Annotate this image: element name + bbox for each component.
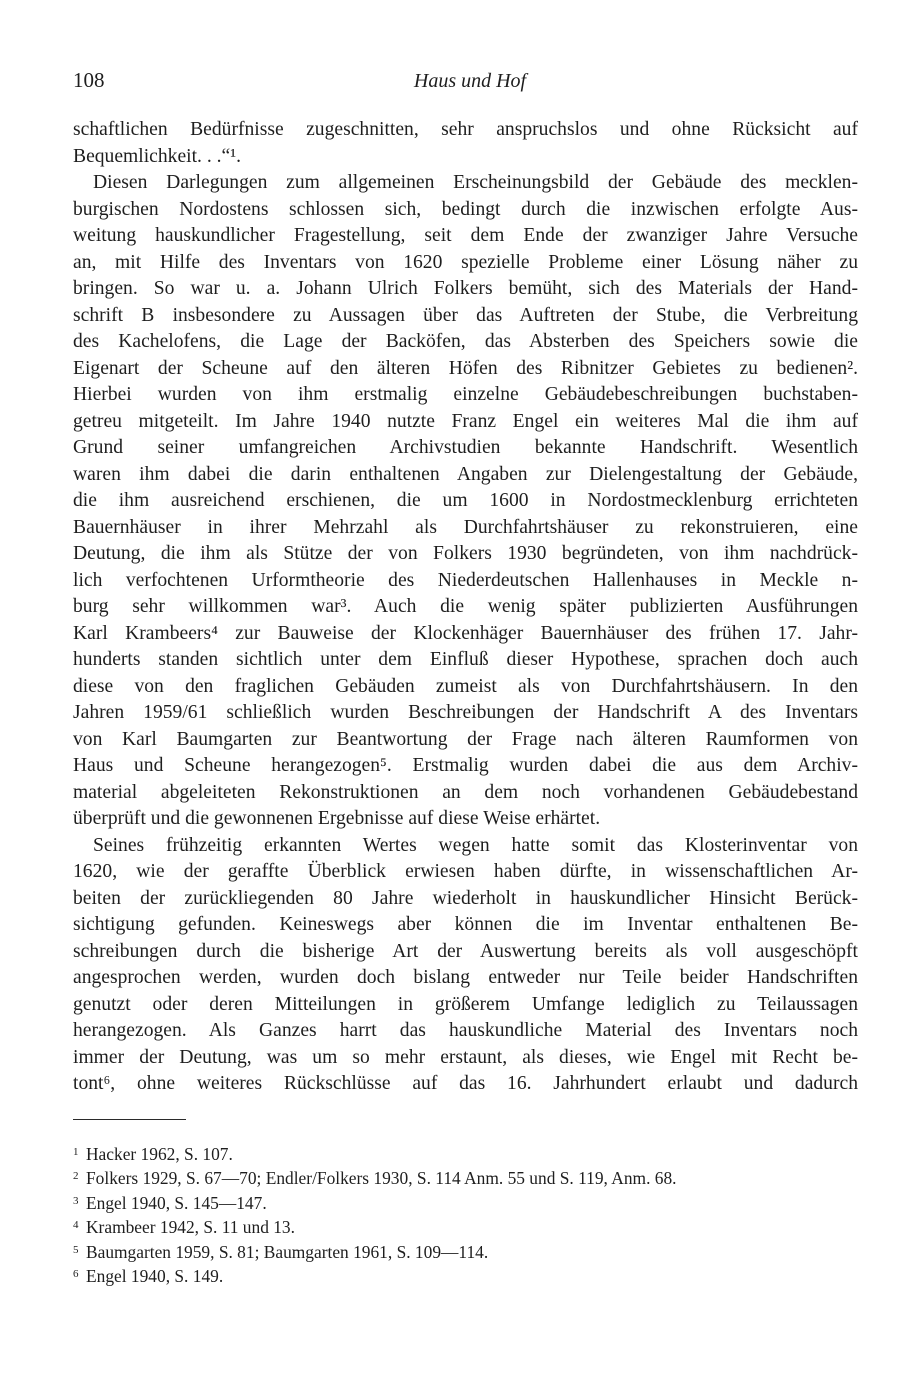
footnote <box>73 1262 858 1286</box>
text-line: genutzt oder deren Mitteilungen in größerem Umfange lediglich zu Teilaussagen <box>73 993 858 1015</box>
text-line: weitung hauskundlicher Fragestellung, seit dem Ende der zwanziger Jahre Versuche <box>73 225 858 246</box>
text-line: des Kachelofens, die Lage der Backöfen, das Absterben des Speichers sowie die <box>73 331 858 352</box>
footnote-number: 4 <box>73 1219 79 1232</box>
text-line: bringen. So war u. a. Johann Ulrich Folkers bemüht, sich des Materials der Hand- <box>73 278 858 299</box>
footnote <box>73 1189 858 1213</box>
text-line: sichtigung gefunden. Keineswegs aber können die im Inventar enthaltenen Be- <box>73 914 858 935</box>
text-line: Seines frühzeitig erkannten Wertes wegen hatte somit das Klosterinventar von <box>93 834 858 856</box>
footnote-number: 5 <box>73 1243 79 1256</box>
text-line: Jahren 1959/61 schließlich wurden Beschreibungen der Handschrift A des Inventars <box>73 702 858 723</box>
body-text <box>73 117 858 1098</box>
text-line: getreu mitgeteilt. Im Jahre 1940 nutzte Franz Engel ein weiteres Mal die ihm auf <box>73 410 858 432</box>
text-line: tont⁶, ohne weiteres Rückschlüsse auf das 16. Jahrhundert erlaubt und dadurch <box>73 1073 858 1094</box>
text-line: beiten der zurückliegenden 80 Jahre wiederholt in hauskundlicher Hinsicht Berück- <box>73 887 858 909</box>
running-title: Haus und Hof <box>413 70 527 92</box>
text-line: angesprochen werden, wurden doch bislang entweder nur Teile beider Handschriften <box>73 967 858 988</box>
footnote-divider <box>73 1119 186 1120</box>
text-line: hunderts standen sichtlich unter dem Einfluß dieser Hypothese, sprachen doch auch <box>73 649 858 670</box>
text-line: waren ihm dabei die darin enthaltenen Angaben zur Dielengestaltung der Gebäude, <box>73 463 858 485</box>
footnote <box>73 1140 858 1164</box>
text-line: schrift B insbesondere zu Aussagen über das Auftreten der Stube, die Verbreitung <box>73 304 858 326</box>
footnote-number: 1 <box>73 1146 79 1158</box>
footnote-text: Hacker 1962, S. 107. <box>86 1144 233 1164</box>
text-line: Haus und Scheune herangezogen⁵. Erstmalig wurden dabei die aus dem Archiv- <box>73 755 858 776</box>
text-line: immer der Deutung, was um so mehr erstaunt, als dieses, wie Engel mit Recht be- <box>73 1046 858 1068</box>
text-line: schaftlichen Bedürfnisse zugeschnitten, sehr anspruchslos und ohne Rücksicht auf <box>73 119 858 140</box>
text-line: Diesen Darlegungen zum allgemeinen Erscheinungsbild der Gebäude des mecklen- <box>93 172 858 193</box>
footnote-text: Krambeer 1942, S. 11 und 13. <box>86 1217 295 1238</box>
text-line: Eigenart der Scheune auf den älteren Höfen des Ribnitzer Gebietes zu bedienen². <box>73 357 858 379</box>
footnote <box>73 1213 858 1237</box>
text-line: die ihm ausreichend erschienen, die um 1600 in Nordostmecklenburg errichteten <box>73 490 858 511</box>
text-line: Bequemlichkeit. . .“¹. <box>73 145 242 167</box>
text-line: Bauernhäuser in ihrer Mehrzahl als Durchfahrtshäuser zu rekonstruieren, eine <box>73 516 858 538</box>
text-line: an, mit Hilfe des Inventars von 1620 spezielle Probleme einer Lösung näher zu <box>73 251 858 273</box>
text-line: burg sehr willkommen war³. Auch die wenig später publizierten Ausführungen <box>73 596 858 617</box>
footnote-number: 6 <box>73 1267 79 1280</box>
text-line: Hierbei wurden von ihm erstmalig einzelne Gebäudebeschreibungen buchstaben- <box>73 384 858 405</box>
footnote-number: 3 <box>73 1194 79 1207</box>
text-line: material abgeleiteten Rekonstruktionen an dem noch vorhandenen Gebäudebestand <box>73 781 858 803</box>
footnote-text: Engel 1940, S. 149. <box>86 1265 224 1286</box>
footnote-text: Folkers 1929, S. 67—70; Endler/Folkers 1930, S. 114 Anm. 55 und S. 119, Anm. 68. <box>86 1168 677 1189</box>
text-line: schreibungen durch die bisherige Art der Auswertung bereits als voll ausgeschöpft <box>73 940 858 962</box>
page-number: 108 <box>73 68 105 92</box>
text-line: 1620, wie der geraffte Überblick erwiesen haben dürfte, in wissenschaftlichen Ar- <box>73 861 858 882</box>
text-line: Deutung, die ihm als Stütze der von Folkers 1930 begründeten, von ihm nachdrück- <box>73 543 858 564</box>
text-line: überprüft und die gewonnenen Ergebnisse auf diese Weise erhärtet. <box>73 808 601 829</box>
footnotes <box>73 1140 858 1286</box>
text-line: lich verfochtenen Urformtheorie des Niederdeutschen Hallenhauses in Meckle n- <box>73 569 858 591</box>
footnote-text: Baumgarten 1959, S. 81; Baumgarten 1961, S. 109—114. <box>86 1241 489 1262</box>
footnote <box>73 1238 858 1262</box>
text-line: Karl Krambeers⁴ zur Bauweise der Klockenhäger Bauernhäuser des frühen 17. Jahr- <box>73 622 858 644</box>
text-line: burgischen Nordostens schlossen sich, bedingt durch die inzwischen erfolgte Aus- <box>73 198 858 220</box>
footnote-number: 2 <box>73 1170 79 1183</box>
footnote-text: Engel 1940, S. 145—147. <box>86 1192 267 1213</box>
text-line: herangezogen. Als Ganzes harrt das hauskundliche Material des Inventars noch <box>73 1020 858 1041</box>
footnote <box>73 1164 858 1188</box>
text-line: diese von den fraglichen Gebäuden zumeist als von Durchfahrtshäusern. In den <box>73 675 858 697</box>
text-line: Grund seiner umfangreichen Archivstudien bekannte Handschrift. Wesentlich <box>73 437 858 458</box>
text-line: von Karl Baumgarten zur Beantwortung der Frage nach älteren Raumformen von <box>73 728 858 750</box>
